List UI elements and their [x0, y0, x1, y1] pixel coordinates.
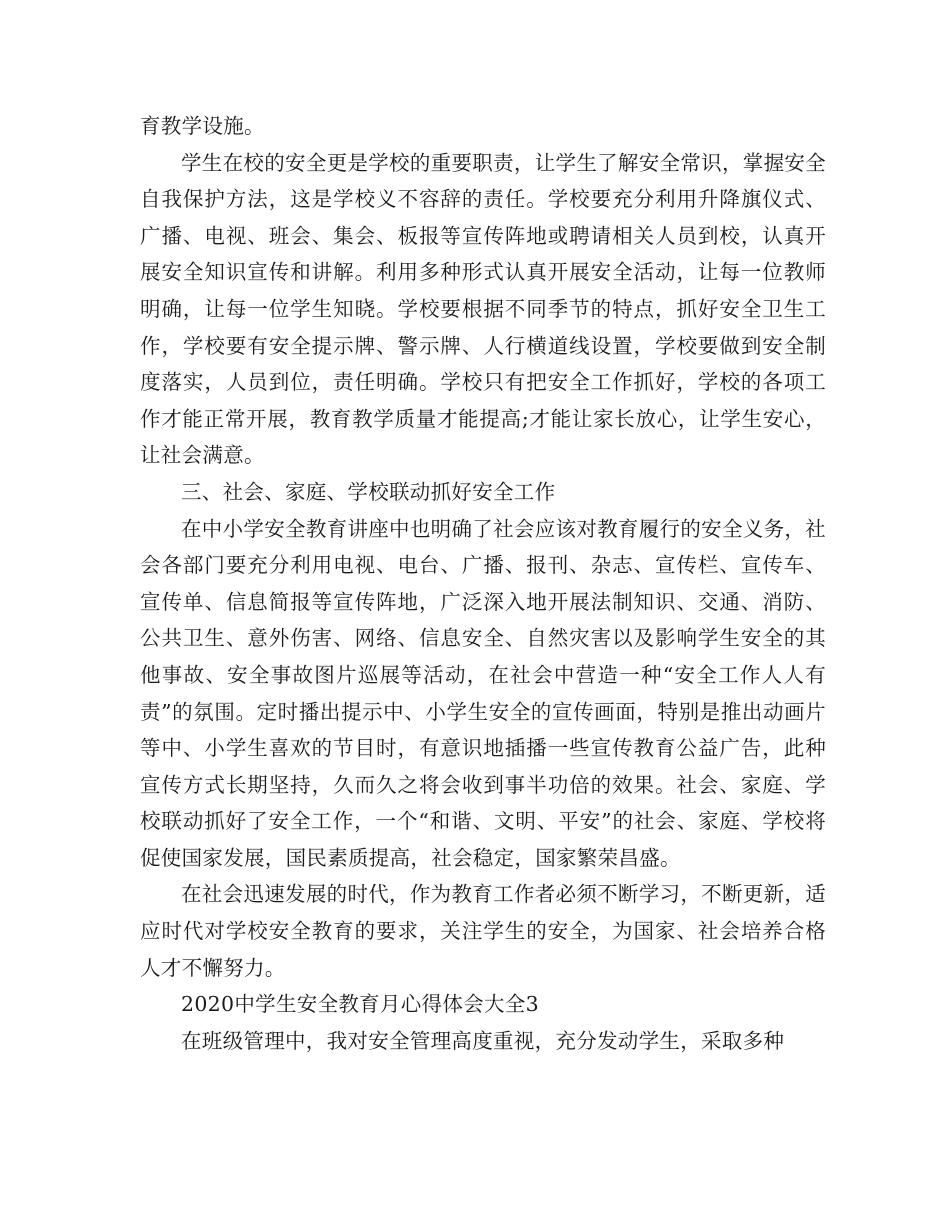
paragraph-class-management: 在班级管理中，我对安全管理高度重视，充分发动学生，采取多种	[181, 1028, 785, 1053]
paragraph-conclusion: 在社会迅速发展的时代，作为教育工作者必须不断学习，不断更新，适应时代对学校安全教育的要求，关注学生的安全，为国家、社会培养合格人才不懈努力。	[140, 882, 826, 980]
document-page	[140, 108, 826, 1059]
article-title: 2020中学生安全教育月心得体会大全3	[181, 992, 539, 1017]
paragraph-school-safety: 学生在校的安全更是学校的重要职责，让学生了解安全常识，掌握安全自我保护方法，这是学校义不容辞的责任。学校要充分利用升降旗仪式、广播、电视、班会、集会、板报等宣传阵地或聘请相关人员到校，认真开展安全知识宣传和讲解。利用多种形式认真开展安全活动，让每一位教师明确，让每一位学生知晓。学校要根据不同季节的特点，抓好安全卫生工作，学校要有安全提示牌、警示牌、人行横道线设置，学校要做到安全制度落实，人员到位，责任明确。学校只有把安全工作抓好，学校的各项工作才能正常开展，教育教学质量才能提高;才能让家长放心，让学生安心，让社会满意。	[140, 150, 826, 468]
paragraph-continuation: 育教学设施。	[140, 114, 265, 138]
paragraph-society-safety: 在中小学安全教育讲座中也明确了社会应该对教育履行的安全义务，社会各部门要充分利用电视、电台、广播、报刊、杂志、宣传栏、宣传车、宣传单、信息简报等宣传阵地，广泛深入地开展法制知识、交通、消防、公共卫生、意外伤害、网络、信息安全、自然灾害以及影响学生安全的其他事故、安全事故图片巡展等活动，在社会中营造一种“安全工作人人有责”的氛围。定时播出提示中、小学生安全的宣传画面，特别是推出动画片等中、小学生喜欢的节目时，有意识地插播一些宣传教育公益广告，此种宣传方式长期坚持，久而久之将会收到事半功倍的效果。社会、家庭、学校联动抓好了安全工作，一个“和谐、文明、平安”的社会、家庭、学校将促使国家发展，国民素质提高，社会稳定，国家繁荣昌盛。	[140, 516, 826, 870]
section-heading: 三、社会、家庭、学校联动抓好安全工作	[181, 479, 556, 504]
